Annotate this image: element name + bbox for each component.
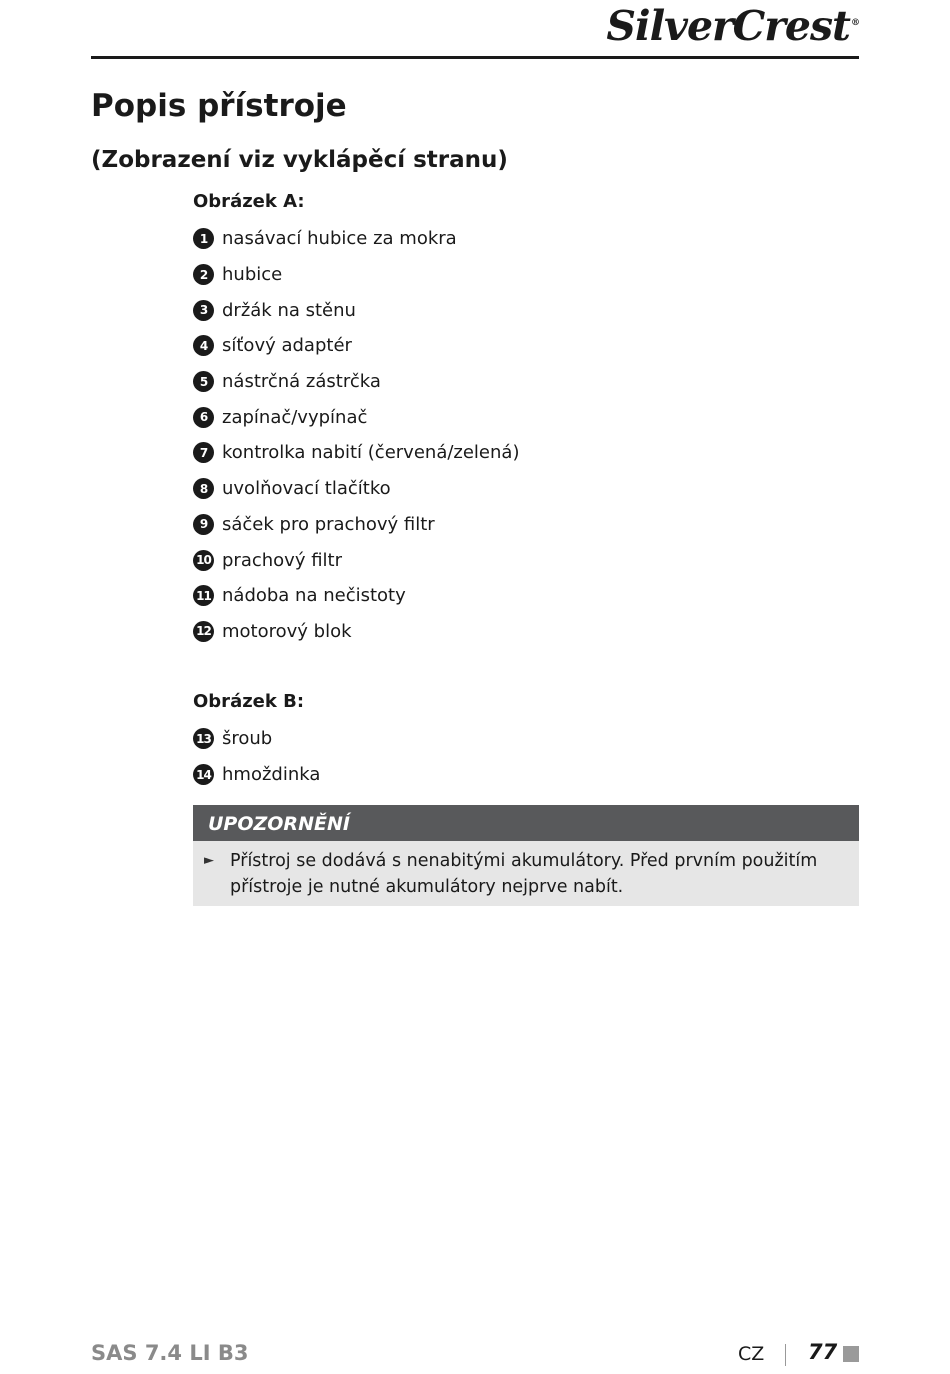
item-label: nádoba na nečistoty xyxy=(222,585,406,607)
list-item xyxy=(193,435,519,471)
item-number-badge: 10 xyxy=(193,550,214,571)
warning-box xyxy=(193,805,859,906)
header-rule xyxy=(91,56,859,59)
brand-logo xyxy=(606,2,859,50)
list-item xyxy=(193,757,320,793)
brand-name: SilverCrest xyxy=(606,2,850,50)
figure-b-parts-list xyxy=(193,721,320,792)
footer-square-marker xyxy=(843,1346,859,1362)
item-label: síťový adaptér xyxy=(222,335,352,357)
item-label: šroub xyxy=(222,728,273,750)
registered-mark: ® xyxy=(851,18,859,29)
list-item xyxy=(193,578,519,614)
item-number-badge: 8 xyxy=(193,478,214,499)
item-number-badge: 12 xyxy=(193,621,214,642)
list-item xyxy=(193,614,519,650)
item-number-badge: 9 xyxy=(193,514,214,535)
list-item xyxy=(193,292,519,328)
arrow-right-icon: ► xyxy=(204,853,214,868)
item-number-badge: 6 xyxy=(193,407,214,428)
warning-title: UPOZORNĚNÍ xyxy=(193,805,859,841)
item-number-badge: 14 xyxy=(193,764,214,785)
item-number-badge: 2 xyxy=(193,264,214,285)
item-label: nástrčná zástrčka xyxy=(222,371,381,393)
item-label: nasávací hubice za mokra xyxy=(222,228,457,250)
page-title: Popis přístroje xyxy=(91,88,347,124)
item-number-badge: 11 xyxy=(193,585,214,606)
list-item xyxy=(193,221,519,257)
item-label: motorový blok xyxy=(222,620,352,642)
warning-text: Přístroj se dodává s nenabitými akumulátory. Před prvním použitím přístroje je nutné akumulátory nejprve nabít. xyxy=(230,851,818,897)
list-item xyxy=(193,257,519,293)
footer-language: CZ xyxy=(738,1343,765,1365)
item-number-badge: 5 xyxy=(193,371,214,392)
figure-b-label: Obrázek B: xyxy=(193,691,305,712)
item-number-badge: 1 xyxy=(193,228,214,249)
page-subtitle: (Zobrazení viz vyklápěcí stranu) xyxy=(91,147,508,173)
list-item xyxy=(193,542,519,578)
item-number-badge: 7 xyxy=(193,442,214,463)
warning-body xyxy=(193,841,859,906)
item-label: držák na stěnu xyxy=(222,299,356,321)
item-label: hmoždinka xyxy=(222,764,321,786)
item-label: prachový filtr xyxy=(222,549,342,571)
list-item xyxy=(193,364,519,400)
item-label: uvolňovací tlačítko xyxy=(222,478,391,500)
item-number-badge: 3 xyxy=(193,300,214,321)
figure-a-parts-list xyxy=(193,221,519,649)
figure-a-label: Obrázek A: xyxy=(193,191,305,212)
item-number-badge: 13 xyxy=(193,728,214,749)
list-item xyxy=(193,328,519,364)
footer-separator xyxy=(785,1344,786,1366)
list-item xyxy=(193,721,320,757)
list-item xyxy=(193,399,519,435)
item-label: hubice xyxy=(222,264,283,286)
item-label: zapínač/vypínač xyxy=(222,406,368,428)
footer-page-number: 77 xyxy=(808,1340,838,1364)
item-label: sáček pro prachový filtr xyxy=(222,513,435,535)
item-label: kontrolka nabití (červená/zelená) xyxy=(222,442,520,464)
item-number-badge: 4 xyxy=(193,335,214,356)
footer-model: SAS 7.4 LI B3 xyxy=(91,1341,249,1365)
list-item xyxy=(193,507,519,543)
list-item xyxy=(193,471,519,507)
